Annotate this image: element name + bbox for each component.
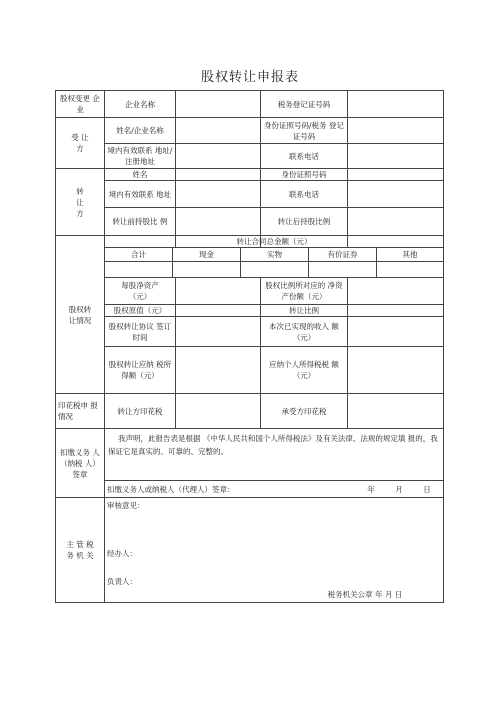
stamp-tax-label: 印花税申 报情况	[58, 401, 98, 421]
transferor-name-field[interactable]	[176, 169, 260, 180]
total-amount-field[interactable]	[105, 262, 172, 277]
authority-seal-label: 税务机关公章 年 月 日	[327, 589, 403, 599]
net-asset-per-share-label: 每股净资产 （元）	[121, 281, 159, 301]
declarant-label: 扣缴义务 人（纳税 人）签章	[60, 447, 100, 479]
sub-header-securities: 有价证券	[327, 250, 358, 259]
agreement-time-label: 股权转让协议 签订时间	[108, 321, 172, 342]
transferor-address-field[interactable]	[176, 181, 260, 207]
company-change-label: 股权变更 企业	[60, 94, 100, 114]
contract-total-label: 转让合同总金额（元）	[236, 237, 312, 246]
ratio-net-asset-field[interactable]	[348, 278, 443, 304]
transferee-id-field[interactable]	[348, 118, 443, 143]
responsible-label: 负责人：	[107, 576, 137, 586]
month-label: 月	[395, 484, 403, 494]
realized-income-field[interactable]	[348, 317, 443, 346]
cash-amount-field[interactable]	[173, 262, 240, 277]
transferee-id-label: 身份证照号码/税务 登记证号码	[264, 120, 344, 141]
company-name-label: 企业名称	[125, 99, 155, 109]
transferor-address-label: 境内有效联系 地址	[108, 189, 172, 199]
original-value-label: 股权原值（元）	[113, 306, 167, 315]
transferee-stamp-field[interactable]	[348, 394, 443, 428]
transferee-label: 受 让 方	[71, 133, 89, 153]
equity-transfer-label: 股权转 让情况	[68, 304, 92, 325]
transferee-phone-field[interactable]	[348, 144, 443, 168]
transferor-stamp-field[interactable]	[176, 394, 260, 428]
transferor-label: 转 让 方	[76, 186, 84, 218]
tax-registration-field[interactable]	[348, 91, 443, 117]
securities-amount-field[interactable]	[309, 262, 376, 277]
goods-amount-field[interactable]	[241, 262, 308, 277]
transferee-address-field[interactable]	[176, 144, 260, 168]
handler-label: 经办人：	[107, 548, 137, 558]
transferee-phone-label: 联系电话	[289, 151, 319, 161]
tax-authority-label: 主 管 税 务 机 关	[66, 540, 94, 560]
realized-income-label: 本次已实现的收入 额（元）	[269, 321, 339, 342]
page-title: 股权转让申报表	[200, 70, 299, 85]
table-border-bottom	[55, 602, 444, 603]
after-ratio-label: 转让后持股比例	[277, 217, 331, 226]
transferor-phone-label: 联系电话	[289, 189, 319, 199]
payable-tax-field[interactable]	[176, 347, 260, 393]
transferee-name-field[interactable]	[176, 118, 260, 143]
day-label: 日	[423, 484, 431, 494]
signature-label: 扣缴义务人或纳税人（代理人）签章：	[107, 484, 235, 494]
payable-tax-label: 股权转让应纳 税所得额（元）	[108, 360, 172, 380]
review-opinion-label: 审核意见：	[107, 500, 145, 510]
after-ratio-field[interactable]	[348, 208, 443, 235]
transferee-stamp-label: 承受方印花税	[281, 406, 327, 416]
sub-header-goods: 实物	[267, 250, 282, 259]
agreement-time-field[interactable]	[176, 317, 260, 346]
transferor-phone-field[interactable]	[348, 181, 443, 207]
before-ratio-field[interactable]	[176, 208, 260, 235]
ratio-net-asset-label: 股权比例所对应的 净资产份额（元）	[265, 281, 343, 301]
row-divider	[55, 428, 444, 429]
transferee-address-label: 境内有效联系 地址/注册地址	[107, 146, 173, 166]
declaration-statement: 我声明，此报告表是根据 《中华人民共和国个人所得税法》及有关法律、法规的规定填 报的，我保证它是真实的、可靠的、完整的。	[108, 434, 438, 456]
transferor-name-label: 姓名	[132, 170, 148, 179]
transfer-ratio-field[interactable]	[348, 305, 443, 316]
transferee-name-label: 姓名/企业名称	[116, 126, 164, 135]
individual-tax-field[interactable]	[348, 347, 443, 393]
original-value-field[interactable]	[176, 305, 260, 316]
company-name-field[interactable]	[176, 91, 260, 117]
sub-header-total: 合计	[131, 250, 146, 259]
transferor-id-label: 身份证照号码	[281, 170, 327, 179]
net-asset-per-share-field[interactable]	[176, 278, 260, 304]
tax-registration-label: 税务登记证号码	[277, 99, 331, 109]
other-amount-field[interactable]	[377, 262, 443, 277]
sub-header-other: 其他	[402, 250, 418, 259]
transfer-ratio-label: 转让比例	[289, 306, 319, 315]
sub-header-cash: 现金	[199, 250, 214, 259]
before-ratio-label: 转让前持股比 例	[112, 217, 168, 226]
individual-tax-label: 应纳个人所得税税 额（元）	[269, 360, 339, 380]
transferor-id-field[interactable]	[348, 169, 443, 180]
year-label: 年	[367, 484, 375, 494]
transferor-stamp-label: 转让方印花税	[117, 406, 163, 416]
